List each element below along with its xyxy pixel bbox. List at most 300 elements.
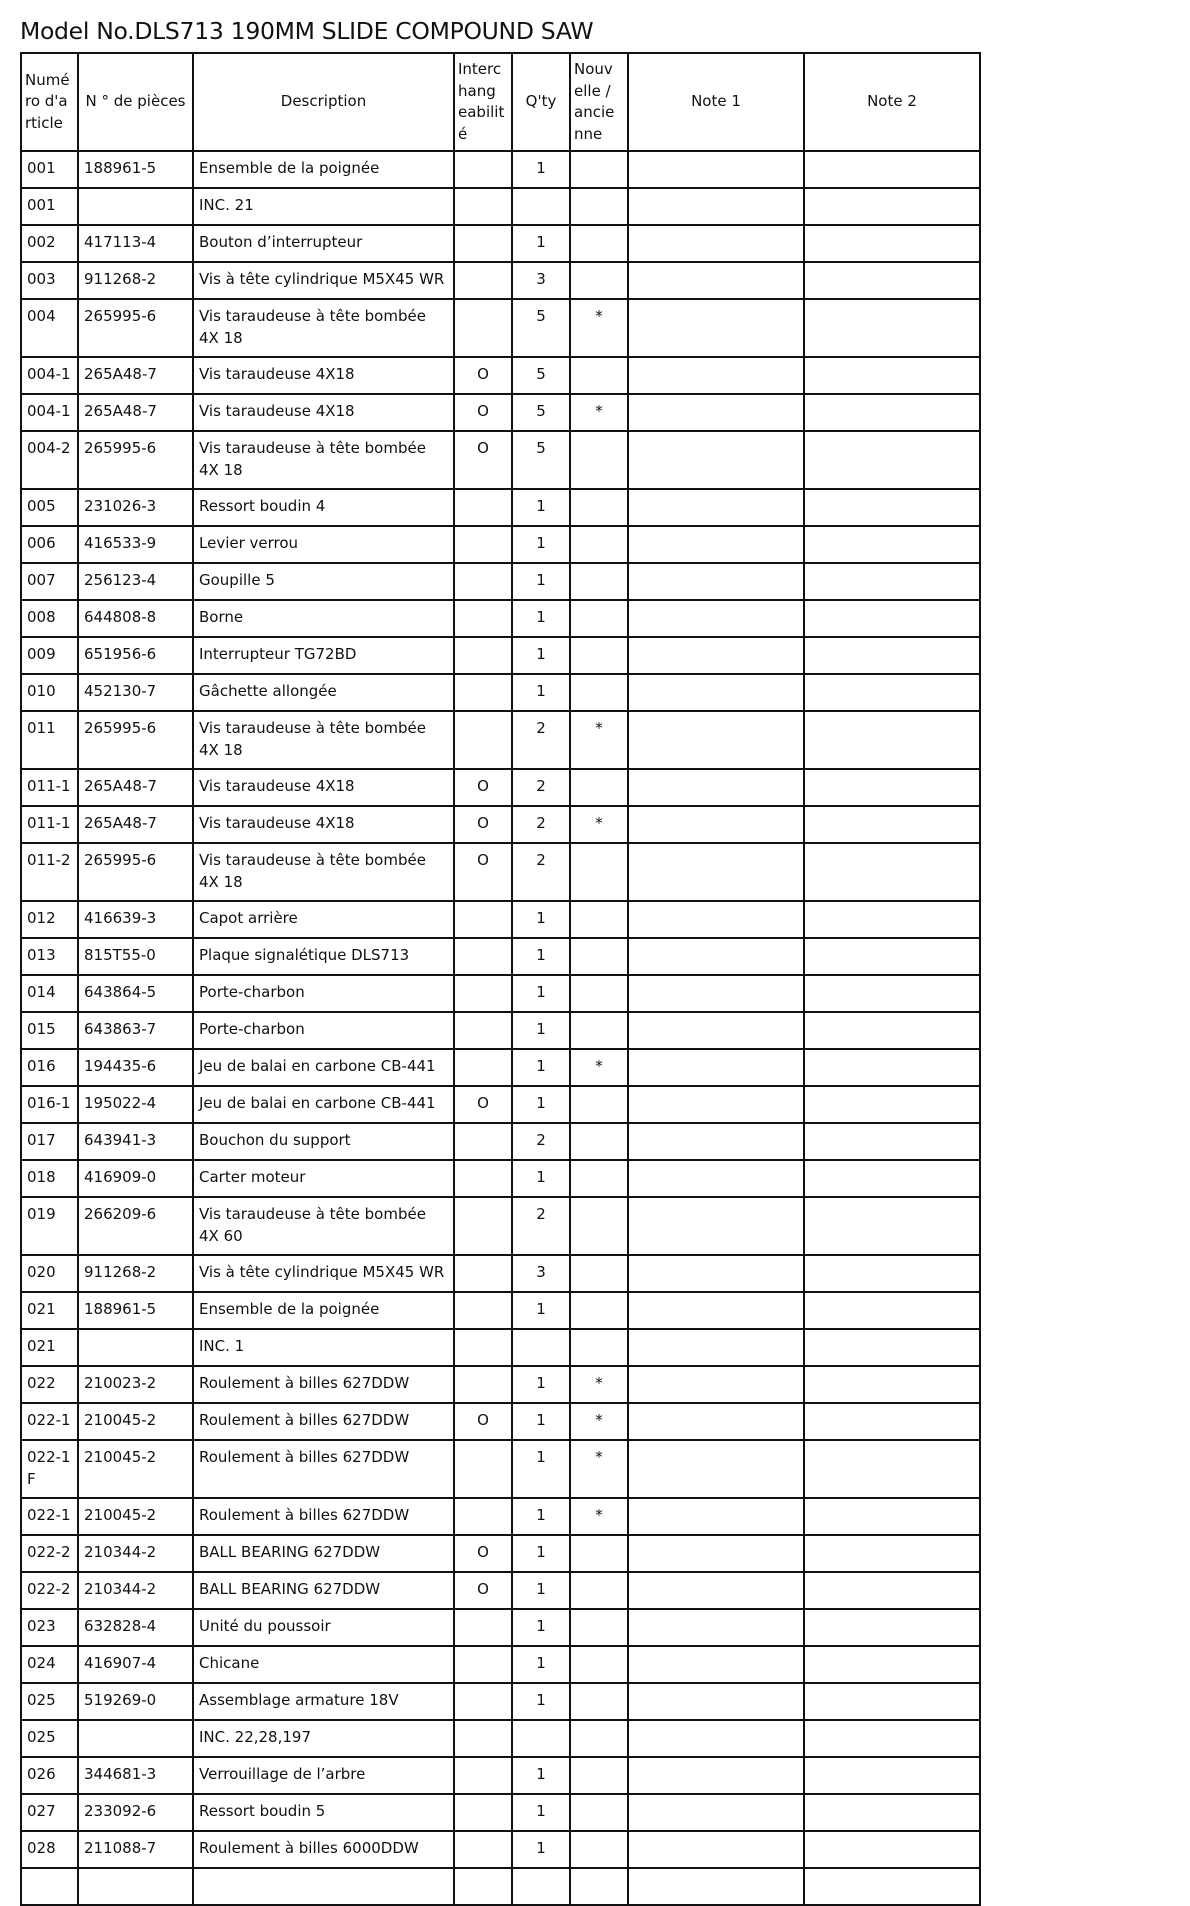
cell-note-2 [804,637,980,674]
cell-item-number: 011-2 [21,843,78,901]
table-row [21,299,980,357]
cell-interchangeability: O [454,431,512,489]
cell-note-2 [804,1646,980,1683]
cell-new-old [570,1572,628,1609]
cell-item-number: 021 [21,1329,78,1366]
cell-part-number: 265995-6 [78,431,193,489]
cell-note-2 [804,225,980,262]
cell-interchangeability [454,1197,512,1255]
cell-new-old [570,1292,628,1329]
cell-part-number: 188961-5 [78,151,193,188]
cell-part-number: 210023-2 [78,1366,193,1403]
cell-quantity: 1 [512,489,570,526]
cell-note-1 [628,1255,804,1292]
cell-item-number: 002 [21,225,78,262]
table-header-row [21,53,980,151]
cell-quantity: 5 [512,357,570,394]
cell-note-1 [628,1757,804,1794]
cell-part-number: 265A48-7 [78,769,193,806]
cell-quantity: 1 [512,637,570,674]
cell-part-number [78,1329,193,1366]
cell-note-2 [804,1868,980,1905]
cell-quantity: 1 [512,674,570,711]
cell-note-1 [628,1609,804,1646]
cell-quantity: 1 [512,1831,570,1868]
table-row [21,1086,980,1123]
cell-part-number: 210045-2 [78,1403,193,1440]
cell-new-old [570,769,628,806]
cell-new-old: * [570,1049,628,1086]
cell-new-old [570,674,628,711]
cell-part-number: 265A48-7 [78,357,193,394]
cell-note-1 [628,769,804,806]
cell-part-number: 416533-9 [78,526,193,563]
cell-note-1 [628,1086,804,1123]
cell-quantity: 1 [512,975,570,1012]
cell-interchangeability [454,1329,512,1366]
cell-item-number: 004-1 [21,357,78,394]
cell-item-number [21,1868,78,1905]
cell-description: Vis taraudeuse 4X18 [193,394,454,431]
cell-quantity [512,188,570,225]
table-row [21,188,980,225]
cell-description: Gâchette allongée [193,674,454,711]
table-row [21,394,980,431]
cell-item-number: 021 [21,1292,78,1329]
cell-description [193,1868,454,1905]
cell-quantity: 3 [512,1255,570,1292]
cell-item-number: 013 [21,938,78,975]
cell-note-1 [628,1794,804,1831]
cell-quantity: 1 [512,938,570,975]
cell-description: Porte-charbon [193,1012,454,1049]
cell-description: Levier verrou [193,526,454,563]
cell-item-number: 026 [21,1757,78,1794]
cell-part-number: 265995-6 [78,299,193,357]
cell-item-number: 009 [21,637,78,674]
cell-description: Chicane [193,1646,454,1683]
table-row [21,1646,980,1683]
cell-new-old [570,600,628,637]
cell-description: Ensemble de la poignée [193,1292,454,1329]
cell-note-2 [804,563,980,600]
cell-interchangeability [454,938,512,975]
cell-item-number: 027 [21,1794,78,1831]
table-row [21,1160,980,1197]
cell-part-number [78,188,193,225]
cell-interchangeability [454,1794,512,1831]
cell-new-old [570,225,628,262]
cell-note-1 [628,262,804,299]
cell-note-2 [804,1403,980,1440]
table-row [21,1535,980,1572]
cell-quantity: 3 [512,262,570,299]
cell-quantity: 1 [512,1609,570,1646]
cell-item-number: 014 [21,975,78,1012]
cell-new-old [570,1197,628,1255]
cell-note-1 [628,1197,804,1255]
table-row [21,1498,980,1535]
header-interchangeability: Interc hang eabilit é [454,53,512,151]
cell-description: Unité du poussoir [193,1609,454,1646]
header-new-old: Nouv elle / ancie nne [570,53,628,151]
cell-new-old [570,526,628,563]
cell-part-number: 210344-2 [78,1535,193,1572]
cell-interchangeability: O [454,1572,512,1609]
cell-note-1 [628,431,804,489]
cell-item-number: 025 [21,1720,78,1757]
cell-new-old [570,357,628,394]
cell-quantity: 1 [512,1086,570,1123]
cell-note-1 [628,151,804,188]
cell-part-number: 417113-4 [78,225,193,262]
cell-description: Ressort boudin 5 [193,1794,454,1831]
cell-note-2 [804,806,980,843]
table-row [21,1049,980,1086]
cell-note-2 [804,1831,980,1868]
cell-description: Vis taraudeuse à tête bombée 4X 18 [193,431,454,489]
cell-item-number: 016-1 [21,1086,78,1123]
table-row [21,262,980,299]
table-row [21,637,980,674]
cell-item-number: 004 [21,299,78,357]
cell-part-number: 643941-3 [78,1123,193,1160]
cell-part-number: 519269-0 [78,1683,193,1720]
cell-quantity: 2 [512,843,570,901]
cell-quantity [512,1329,570,1366]
cell-new-old [570,489,628,526]
cell-part-number: 210344-2 [78,1572,193,1609]
cell-note-1 [628,1403,804,1440]
cell-note-2 [804,151,980,188]
cell-part-number: 643863-7 [78,1012,193,1049]
cell-quantity: 5 [512,431,570,489]
cell-quantity: 1 [512,1049,570,1086]
cell-part-number: 195022-4 [78,1086,193,1123]
cell-note-1 [628,526,804,563]
cell-note-1 [628,1012,804,1049]
cell-item-number: 008 [21,600,78,637]
cell-interchangeability: O [454,394,512,431]
table-row [21,225,980,262]
cell-description: Vis à tête cylindrique M5X45 WR [193,262,454,299]
cell-quantity: 1 [512,1366,570,1403]
cell-description: Borne [193,600,454,637]
cell-description: Interrupteur TG72BD [193,637,454,674]
cell-new-old [570,151,628,188]
cell-description: Jeu de balai en carbone CB-441 [193,1049,454,1086]
cell-new-old: * [570,299,628,357]
cell-interchangeability [454,1498,512,1535]
cell-item-number: 023 [21,1609,78,1646]
cell-note-1 [628,1329,804,1366]
cell-note-2 [804,938,980,975]
cell-note-1 [628,1123,804,1160]
cell-description: Vis taraudeuse à tête bombée 4X 18 [193,299,454,357]
cell-quantity: 1 [512,563,570,600]
header-part-number: N ° de pièces [78,53,193,151]
cell-new-old: * [570,1366,628,1403]
cell-new-old [570,938,628,975]
cell-part-number: 644808-8 [78,600,193,637]
cell-note-2 [804,489,980,526]
cell-part-number: 265995-6 [78,843,193,901]
cell-interchangeability: O [454,357,512,394]
cell-note-2 [804,299,980,357]
cell-new-old [570,1012,628,1049]
cell-description: Roulement à billes 627DDW [193,1498,454,1535]
cell-item-number: 005 [21,489,78,526]
cell-new-old [570,1123,628,1160]
cell-part-number: 344681-3 [78,1757,193,1794]
cell-part-number: 911268-2 [78,1255,193,1292]
cell-note-2 [804,188,980,225]
cell-interchangeability [454,1683,512,1720]
cell-part-number: 632828-4 [78,1609,193,1646]
cell-note-1 [628,1292,804,1329]
table-row [21,1609,980,1646]
cell-note-1 [628,806,804,843]
cell-part-number: 256123-4 [78,563,193,600]
cell-item-number: 028 [21,1831,78,1868]
cell-part-number: 210045-2 [78,1498,193,1535]
cell-part-number: 210045-2 [78,1440,193,1498]
cell-new-old [570,975,628,1012]
cell-item-number: 022-2 [21,1572,78,1609]
cell-quantity [512,1720,570,1757]
cell-part-number [78,1720,193,1757]
cell-item-number: 011-1 [21,769,78,806]
cell-description: Goupille 5 [193,563,454,600]
cell-item-number: 022 [21,1366,78,1403]
cell-new-old: * [570,1403,628,1440]
cell-new-old [570,1329,628,1366]
cell-note-1 [628,637,804,674]
cell-part-number: 266209-6 [78,1197,193,1255]
cell-quantity: 1 [512,1012,570,1049]
cell-interchangeability [454,1609,512,1646]
table-row [21,1329,980,1366]
cell-part-number: 643864-5 [78,975,193,1012]
cell-note-1 [628,711,804,769]
parts-table [20,52,981,1906]
cell-quantity [512,1868,570,1905]
table-row [21,151,980,188]
cell-note-2 [804,1292,980,1329]
cell-interchangeability [454,526,512,563]
header-note-2: Note 2 [804,53,980,151]
cell-item-number: 011-1 [21,806,78,843]
cell-interchangeability [454,151,512,188]
cell-note-1 [628,1535,804,1572]
cell-note-2 [804,1329,980,1366]
table-row [21,431,980,489]
cell-quantity: 1 [512,151,570,188]
cell-part-number: 911268-2 [78,262,193,299]
table-row [21,1868,980,1905]
cell-quantity: 1 [512,1646,570,1683]
table-row [21,843,980,901]
cell-item-number: 015 [21,1012,78,1049]
table-row [21,489,980,526]
cell-interchangeability [454,489,512,526]
cell-interchangeability [454,563,512,600]
cell-part-number: 233092-6 [78,1794,193,1831]
cell-description: Bouchon du support [193,1123,454,1160]
cell-note-1 [628,299,804,357]
cell-note-2 [804,600,980,637]
cell-new-old [570,431,628,489]
cell-note-2 [804,901,980,938]
cell-interchangeability: O [454,806,512,843]
cell-interchangeability [454,262,512,299]
cell-note-2 [804,1049,980,1086]
cell-interchangeability: O [454,1086,512,1123]
cell-interchangeability [454,637,512,674]
cell-note-1 [628,1572,804,1609]
cell-new-old [570,1794,628,1831]
cell-interchangeability [454,1646,512,1683]
cell-note-2 [804,1683,980,1720]
cell-interchangeability [454,225,512,262]
cell-interchangeability [454,1292,512,1329]
cell-interchangeability: O [454,1403,512,1440]
cell-new-old [570,1757,628,1794]
cell-item-number: 019 [21,1197,78,1255]
table-row [21,975,980,1012]
cell-note-2 [804,975,980,1012]
cell-interchangeability [454,1720,512,1757]
cell-note-1 [628,563,804,600]
cell-description: Porte-charbon [193,975,454,1012]
cell-part-number: 265A48-7 [78,806,193,843]
cell-quantity: 1 [512,1403,570,1440]
cell-note-1 [628,901,804,938]
cell-item-number: 016 [21,1049,78,1086]
cell-description: Vis taraudeuse 4X18 [193,357,454,394]
table-row [21,674,980,711]
cell-description: BALL BEARING 627DDW [193,1572,454,1609]
cell-interchangeability [454,674,512,711]
cell-note-2 [804,1440,980,1498]
cell-new-old: * [570,1440,628,1498]
cell-note-2 [804,769,980,806]
cell-quantity: 5 [512,299,570,357]
cell-note-2 [804,1366,980,1403]
cell-description: Bouton d’interrupteur [193,225,454,262]
cell-item-number: 022-2 [21,1535,78,1572]
cell-description: Ensemble de la poignée [193,151,454,188]
cell-interchangeability [454,1160,512,1197]
cell-quantity: 2 [512,711,570,769]
cell-quantity: 1 [512,1572,570,1609]
cell-new-old [570,1646,628,1683]
cell-note-1 [628,357,804,394]
cell-description: INC. 21 [193,188,454,225]
cell-interchangeability [454,901,512,938]
cell-quantity: 1 [512,1535,570,1572]
cell-item-number: 003 [21,262,78,299]
cell-note-2 [804,1757,980,1794]
cell-interchangeability [454,1366,512,1403]
cell-interchangeability: O [454,843,512,901]
cell-note-2 [804,1498,980,1535]
cell-note-1 [628,394,804,431]
cell-new-old: * [570,806,628,843]
cell-note-1 [628,1049,804,1086]
cell-new-old: * [570,394,628,431]
cell-note-2 [804,1160,980,1197]
cell-item-number: 020 [21,1255,78,1292]
cell-item-number: 004-1 [21,394,78,431]
cell-quantity: 2 [512,1197,570,1255]
cell-description: Carter moteur [193,1160,454,1197]
cell-part-number: 416907-4 [78,1646,193,1683]
cell-note-1 [628,1160,804,1197]
cell-new-old [570,262,628,299]
cell-new-old [570,563,628,600]
cell-note-2 [804,431,980,489]
cell-description: Vis taraudeuse à tête bombée 4X 60 [193,1197,454,1255]
table-row [21,1012,980,1049]
cell-part-number: 231026-3 [78,489,193,526]
cell-new-old [570,1868,628,1905]
cell-interchangeability [454,188,512,225]
cell-interchangeability [454,1440,512,1498]
cell-note-1 [628,843,804,901]
cell-description: Vis taraudeuse à tête bombée 4X 18 [193,711,454,769]
cell-quantity: 1 [512,901,570,938]
table-row [21,1831,980,1868]
table-row [21,1794,980,1831]
cell-quantity: 1 [512,1498,570,1535]
cell-new-old [570,901,628,938]
cell-note-2 [804,711,980,769]
cell-item-number: 018 [21,1160,78,1197]
cell-item-number: 006 [21,526,78,563]
page-title: Model No.DLS713 190MM SLIDE COMPOUND SAW [20,17,594,45]
cell-description: Vis taraudeuse 4X18 [193,806,454,843]
cell-new-old [570,1609,628,1646]
cell-new-old [570,1683,628,1720]
cell-new-old [570,1086,628,1123]
table-row [21,1683,980,1720]
cell-quantity: 1 [512,1683,570,1720]
cell-interchangeability [454,299,512,357]
cell-note-2 [804,1197,980,1255]
cell-description: INC. 1 [193,1329,454,1366]
header-item-number: Numé ro d'a rticle [21,53,78,151]
table-row [21,711,980,769]
cell-part-number: 211088-7 [78,1831,193,1868]
cell-item-number: 012 [21,901,78,938]
table-row [21,1197,980,1255]
cell-description: Plaque signalétique DLS713 [193,938,454,975]
cell-note-2 [804,1086,980,1123]
cell-item-number: 022-1 [21,1498,78,1535]
cell-interchangeability [454,1123,512,1160]
cell-note-2 [804,1794,980,1831]
cell-note-1 [628,1366,804,1403]
cell-part-number: 194435-6 [78,1049,193,1086]
cell-part-number: 265995-6 [78,711,193,769]
cell-note-1 [628,1831,804,1868]
cell-quantity: 2 [512,806,570,843]
cell-note-1 [628,674,804,711]
cell-part-number: 416909-0 [78,1160,193,1197]
table-row [21,769,980,806]
cell-description: Ressort boudin 4 [193,489,454,526]
